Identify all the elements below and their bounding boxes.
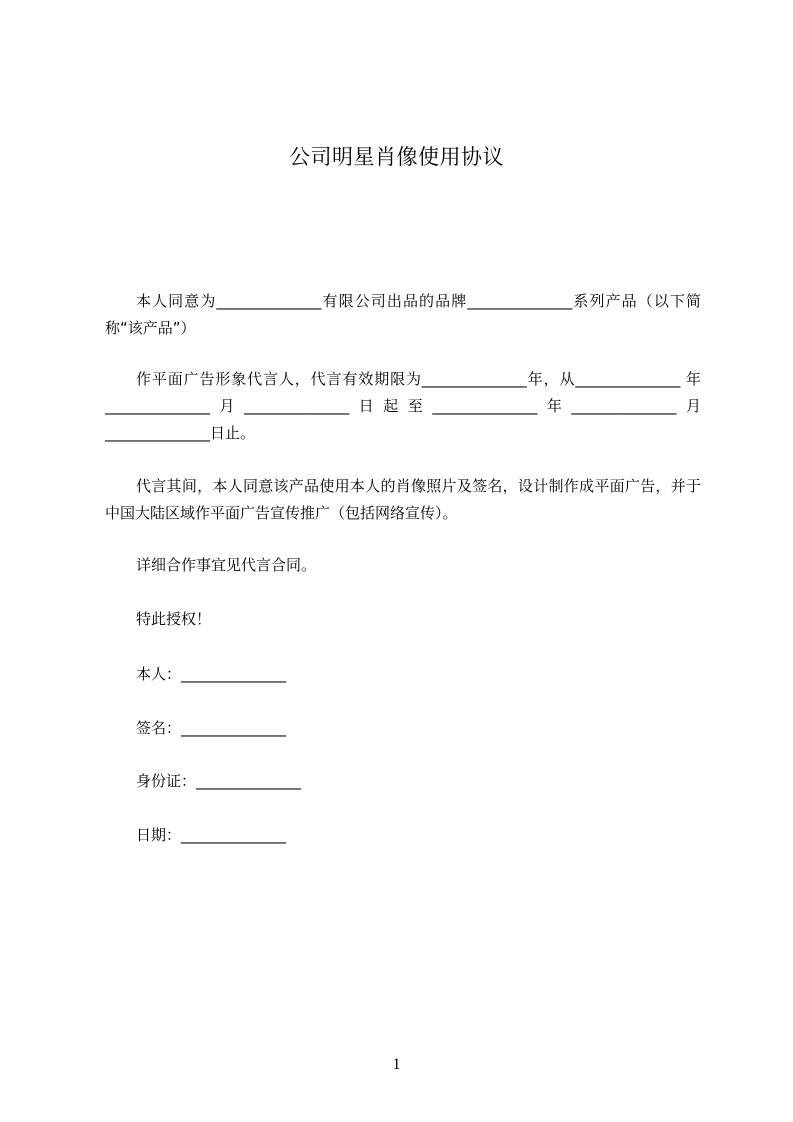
paragraph-authorization: 特此授权！ [136, 610, 212, 628]
document-title: 公司明星肖像使用协议 [289, 145, 504, 169]
signature-line-id-card: 身份证：______________ [136, 772, 302, 790]
signature-line-signature: 签名：______________ [136, 719, 287, 737]
signature-line-date: 日期：______________ [136, 826, 287, 844]
paragraph-endorsement-term: 作平面广告形象代言人，代言有效期限为______________年，从______________ 年______________月______________日起至______________年______________月______________日止。 [105, 370, 701, 442]
paragraph-endorsement-intro: 本人同意为______________有限公司出品的品牌______________系列产品（以下简称“该产品”） [105, 292, 701, 337]
signature-line-self: 本人：______________ [136, 665, 287, 683]
paragraph-usage-rights: 代言其间，本人同意该产品使用本人的肖像照片及签名，设计制作成平面广告，并于中国大陆区域作平面广告宣传推广（包括网络宣传）。 [105, 477, 701, 522]
paragraph-contract-reference: 详细合作事宜见代言合同。 [136, 556, 317, 574]
page-number: 1 [392, 1056, 401, 1073]
